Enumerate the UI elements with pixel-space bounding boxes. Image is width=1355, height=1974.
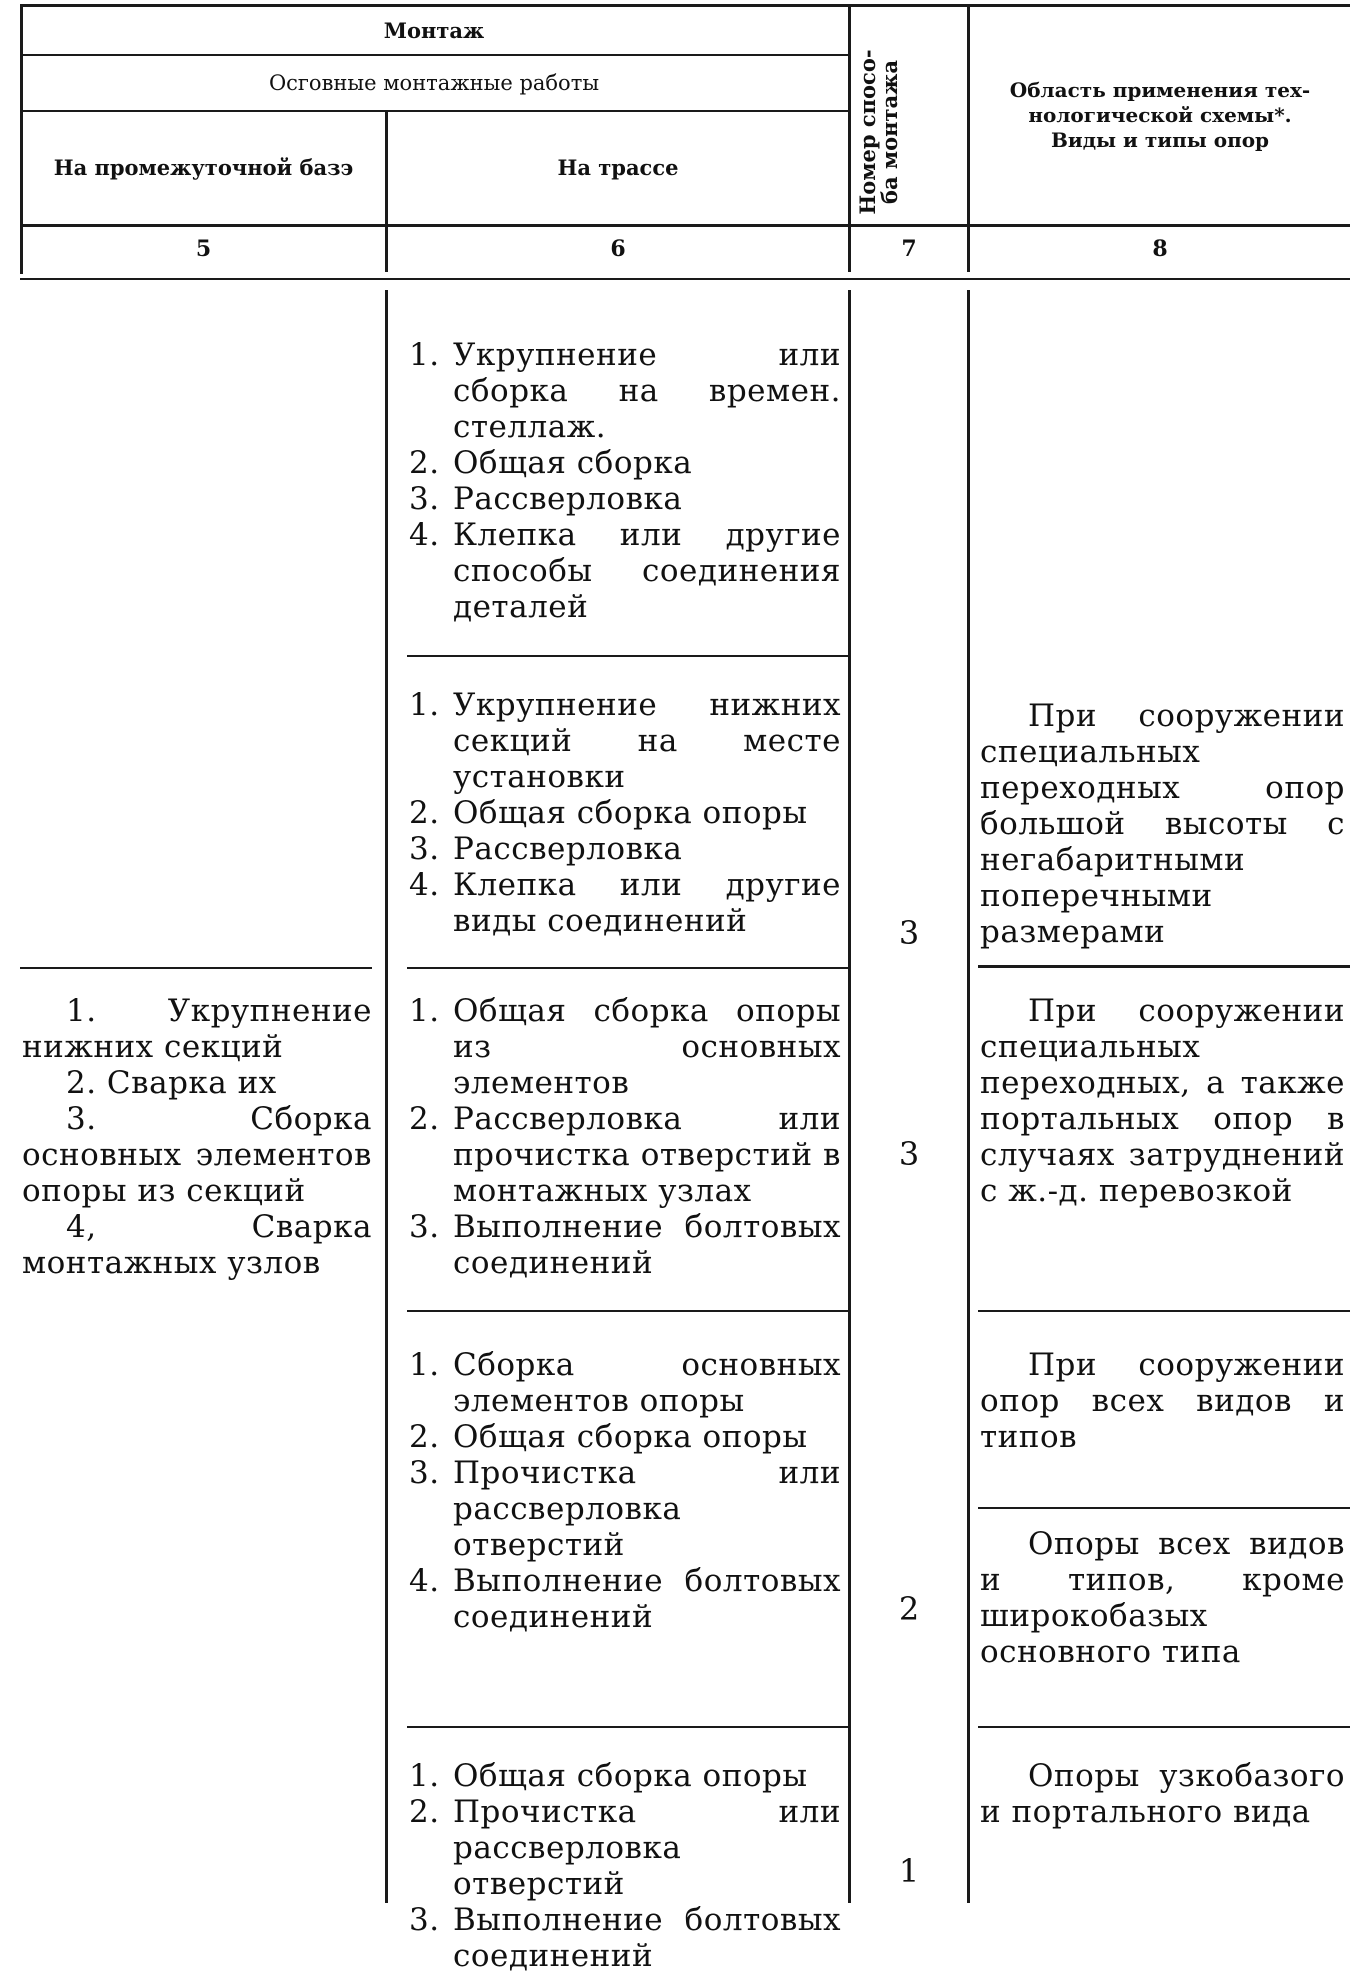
col-number-5: 5 bbox=[195, 236, 212, 262]
row-rule-base bbox=[20, 967, 372, 969]
row-rule-app-4 bbox=[978, 1507, 1350, 1509]
list-item: 1. Укрупнение или сборка на времен. стеллаж. bbox=[409, 337, 841, 445]
row5-route-steps bbox=[409, 1758, 841, 1974]
list-item: 2. Прочистка или рассверловка отверстий bbox=[409, 1794, 841, 1902]
list-item: 1. Укрупнение нижних секций bbox=[22, 993, 372, 1065]
list-item: 1. Общая сборка опоры из основных элементов bbox=[409, 993, 841, 1101]
list-item: 1. Сборка основных элементов опоры bbox=[409, 1347, 841, 1419]
row5-method-number: 1 bbox=[898, 1852, 920, 1890]
col-rule-6-7-header bbox=[848, 4, 851, 272]
list-item: 3. Сборка основных элементов опоры из секций bbox=[22, 1101, 372, 1209]
row3-method-number: 3 bbox=[898, 1135, 920, 1173]
header-application bbox=[970, 78, 1350, 153]
list-item: 3. Выполнение болтовых соединений bbox=[409, 1209, 841, 1281]
row2-application: При сооружении специальных переходных опор большой высоты с негабаритными поперечными размерами bbox=[980, 698, 1345, 950]
header-main-works: Осговные монтажные работы bbox=[268, 71, 600, 95]
list-item: 4. Клепка или другие виды соединений bbox=[409, 867, 841, 939]
main-works-underline bbox=[20, 110, 848, 112]
row3-base-steps bbox=[22, 993, 372, 1281]
row4-application-b: Опоры всех видов и типов, кроме широкобазых основного типа bbox=[980, 1526, 1345, 1670]
row4-method-number: 2 bbox=[898, 1590, 920, 1628]
row3-application: При сооружении специальных переходных, а также портальных опор в случаях затруднений с ж.-д. перевозкой bbox=[980, 993, 1345, 1209]
header-mount: Монтаж bbox=[383, 18, 485, 43]
row-rule-app-3 bbox=[978, 1310, 1350, 1312]
header-bottom-rule bbox=[20, 224, 1350, 227]
list-item: 4. Выполнение болтовых соединений bbox=[409, 1563, 841, 1635]
list-item: 2. Общая сборка опоры bbox=[409, 1419, 808, 1455]
list-item: 3. Выполнение болтовых соединений bbox=[409, 1902, 841, 1974]
col-rule-7-8-body bbox=[967, 290, 970, 1903]
row-rule-app-5 bbox=[978, 1726, 1350, 1728]
header-method-number-line2: ба монтажа bbox=[877, 60, 902, 204]
row-rule-route-4 bbox=[407, 1726, 848, 1728]
numbers-bottom-rule bbox=[20, 278, 1350, 280]
row2-method-number: 3 bbox=[898, 914, 920, 952]
header-method-number-line1: Номер спосо- bbox=[855, 49, 880, 215]
list-item: 1. Общая сборка опоры bbox=[409, 1758, 808, 1794]
row-rule-route-2 bbox=[407, 967, 848, 969]
header-method-number bbox=[855, 42, 902, 222]
list-item: 4. Клепка или другие способы соединения деталей bbox=[409, 517, 841, 625]
list-item: 2. Общая сборка bbox=[409, 445, 693, 481]
row-rule-route-3 bbox=[407, 1310, 848, 1312]
col-rule-6-7-body bbox=[848, 290, 851, 1903]
row5-application: Опоры узкобазого и портального вида bbox=[980, 1758, 1345, 1830]
header-application-line2: нологической схемы*. bbox=[1028, 103, 1292, 127]
list-item: 2. Сварка их bbox=[66, 1065, 277, 1101]
col-number-7: 7 bbox=[901, 236, 917, 262]
row3-route-steps bbox=[409, 993, 841, 1281]
list-item: 4, Сварка монтажных узлов bbox=[22, 1209, 372, 1281]
header-on-route: На трассе bbox=[557, 155, 679, 180]
header-intermediate-base: На промежуточной базэ bbox=[53, 155, 354, 180]
list-item: 2. Рассверловка или прочистка отверстий в монтажных узлах bbox=[409, 1101, 841, 1209]
row2-route-steps bbox=[409, 687, 841, 939]
row4-application-a: При сооружении опор всех видов и типов bbox=[980, 1347, 1345, 1455]
list-item: 1. Укрупнение нижних секций на месте установки bbox=[409, 687, 841, 795]
list-item: 3. Рассверловка bbox=[409, 481, 683, 517]
col-number-8: 8 bbox=[1152, 236, 1168, 262]
col-number-6: 6 bbox=[610, 236, 626, 262]
row-rule-app-2 bbox=[978, 965, 1350, 968]
mount-underline bbox=[20, 54, 848, 56]
left-border bbox=[20, 4, 23, 274]
col-rule-5-6-body bbox=[385, 290, 388, 1903]
row-rule-route-1 bbox=[407, 655, 848, 657]
list-item: 3. Прочистка или рассверловка отверстий bbox=[409, 1455, 841, 1563]
header-application-line3: Виды и типы опор bbox=[1050, 128, 1270, 152]
top-rule bbox=[20, 4, 1350, 7]
row1-route-steps bbox=[409, 337, 841, 625]
header-application-line1: Область применения тех- bbox=[1009, 78, 1311, 102]
row4-route-steps bbox=[409, 1347, 841, 1635]
list-item: 3. Рассверловка bbox=[409, 831, 683, 867]
list-item: 2. Общая сборка опоры bbox=[409, 795, 808, 831]
